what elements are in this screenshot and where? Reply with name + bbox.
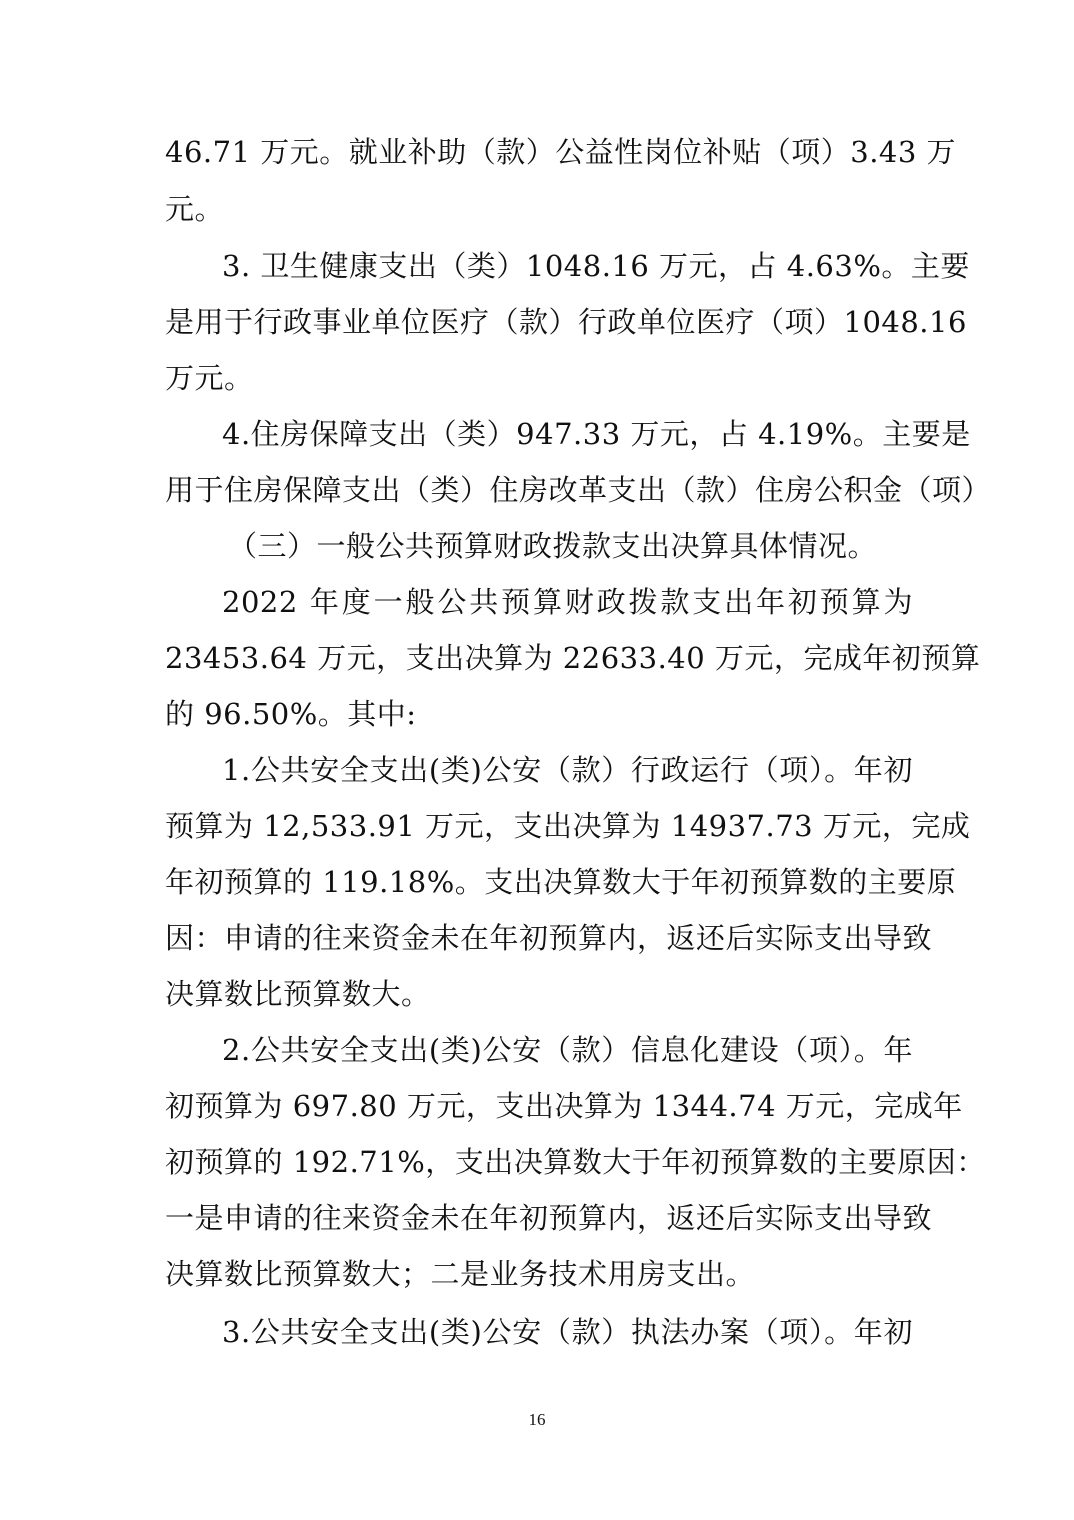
text-line: 初预算的 192.71%，支出决算数大于年初预算数的主要原因： xyxy=(165,1145,986,1179)
text-line: 3.公共安全支出(类)公安（款）执法办案（项）。年初 xyxy=(222,1315,913,1349)
text-line: 决算数比预算数大；二是业务技术用房支出。 xyxy=(165,1257,756,1291)
text-line: 46.71 万元。就业补助（款）公益性岗位补贴（项）3.43 万 xyxy=(165,135,957,169)
text-line: 决算数比预算数大。 xyxy=(165,977,431,1011)
text-line: 23453.64 万元，支出决算为 22633.40 万元，完成年初预算 xyxy=(165,641,981,675)
text-line: 2.公共安全支出(类)公安（款）信息化建设（项）。年 xyxy=(222,1033,913,1067)
text-line: 1.公共安全支出(类)公安（款）行政运行（项）。年初 xyxy=(222,753,913,787)
text-line: 因：申请的往来资金未在年初预算内，返还后实际支出导致 xyxy=(165,921,933,955)
text-line: 3. 卫生健康支出（类）1048.16 万元，占 4.63%。主要 xyxy=(222,249,970,283)
text-line: 万元。 xyxy=(165,361,254,395)
text-line: 2022 年度一般公共预算财政拨款支出年初预算为 xyxy=(222,585,913,619)
text-line: 是用于行政事业单位医疗（款）行政单位医疗（项）1048.16 xyxy=(165,305,967,339)
text-line: 一是申请的往来资金未在年初预算内，返还后实际支出导致 xyxy=(165,1201,933,1235)
text-line: 初预算为 697.80 万元，支出决算为 1344.74 万元，完成年 xyxy=(165,1089,963,1123)
text-line: 4.住房保障支出（类）947.33 万元，占 4.19%。主要是 xyxy=(222,417,971,451)
text-line: 预算为 12,533.91 万元，支出决算为 14937.73 万元，完成 xyxy=(165,809,971,843)
text-line: 用于住房保障支出（类）住房改革支出（款）住房公积金（项） xyxy=(165,473,992,507)
page-number: 16 xyxy=(528,1410,546,1429)
text-line: 的 96.50%。其中: xyxy=(165,697,417,731)
text-line: 元。 xyxy=(165,192,225,226)
text-line: 年初预算的 119.18%。支出决算数大于年初预算数的主要原 xyxy=(165,865,957,899)
section-heading: （三）一般公共预算财政拨款支出决算具体情况。 xyxy=(228,529,878,563)
